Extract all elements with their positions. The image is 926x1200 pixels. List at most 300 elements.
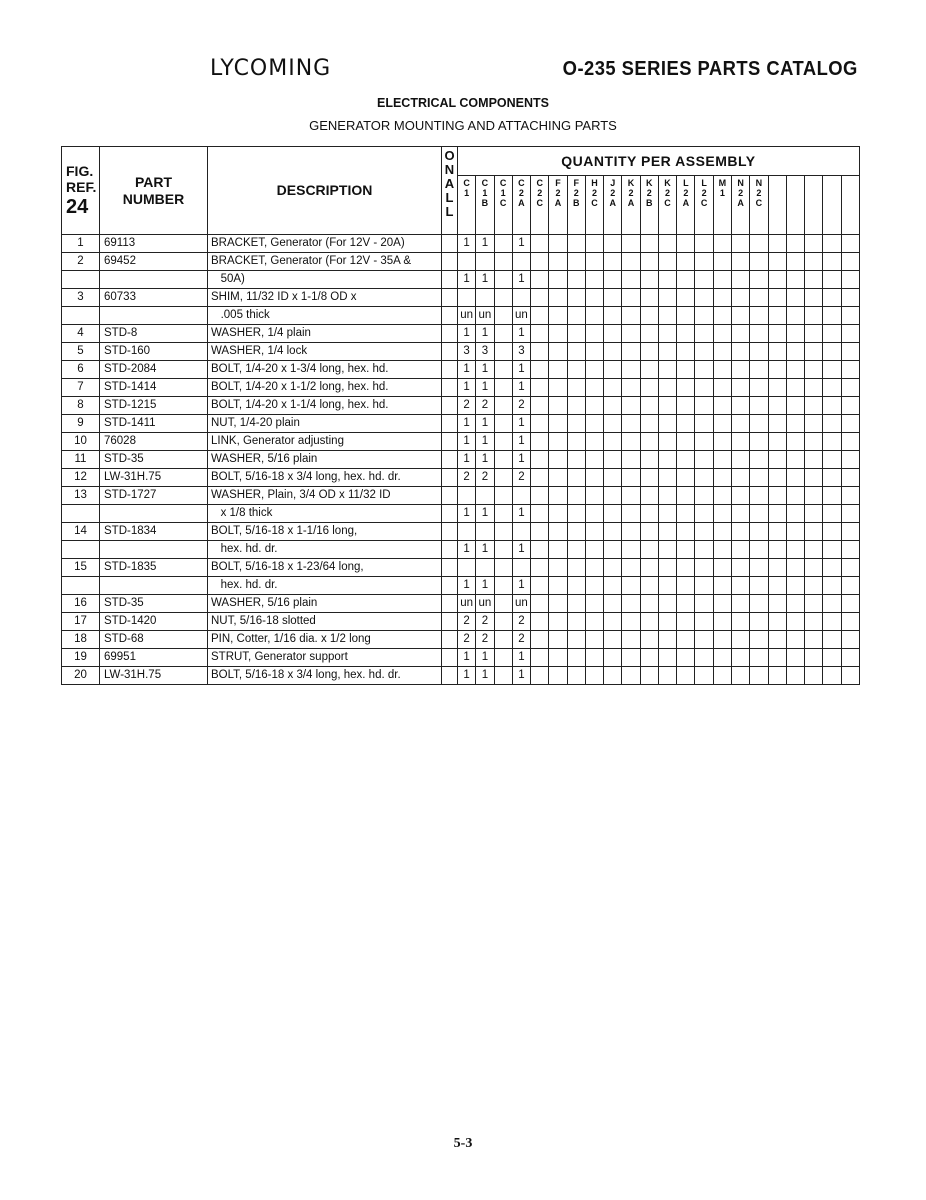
quantity-cell [494, 415, 512, 433]
model-column-header [731, 176, 749, 235]
quantity-cell [531, 631, 549, 649]
quantity-cell [841, 541, 859, 559]
quantity-cell [731, 595, 749, 613]
model-code-char [787, 178, 804, 188]
on-all-letter: L [445, 190, 454, 205]
part-number-cell: STD-1215 [100, 397, 208, 415]
quantity-cell [549, 595, 567, 613]
quantity-cell [786, 433, 804, 451]
model-column-header [658, 176, 676, 235]
quantity-cell [823, 253, 841, 271]
model-code-char: L [683, 178, 689, 188]
quantity-cell [640, 235, 658, 253]
quantity-cell [658, 415, 676, 433]
quantity-cell [750, 451, 768, 469]
quantity-cell [604, 379, 622, 397]
model-code-char: A [609, 198, 616, 208]
model-code-char: C [664, 198, 671, 208]
on-all-cell [442, 469, 458, 487]
quantity-cell [823, 307, 841, 325]
quantity-cell [841, 379, 859, 397]
part-number-cell: 60733 [100, 289, 208, 307]
quantity-cell [640, 541, 658, 559]
quantity-cell [768, 433, 786, 451]
model-code-char: 2 [738, 188, 744, 198]
quantity-cell [750, 325, 768, 343]
quantity-cell [622, 631, 640, 649]
quantity-cell [768, 613, 786, 631]
quantity-cell [823, 325, 841, 343]
fig-ref-cell: 10 [62, 433, 100, 451]
quantity-cell [622, 307, 640, 325]
quantity-cell [604, 577, 622, 595]
quantity-cell: 1 [512, 415, 530, 433]
quantity-cell [476, 559, 494, 577]
quantity-cell [585, 505, 603, 523]
quantity-cell [805, 523, 823, 541]
quantity-cell [549, 379, 567, 397]
quantity-cell [494, 343, 512, 361]
model-code-char: 2 [591, 188, 597, 198]
quantity-cell [531, 559, 549, 577]
model-code-char [769, 178, 786, 188]
quantity-cell [677, 397, 695, 415]
model-code-char: F [573, 178, 579, 188]
quantity-cell [567, 523, 585, 541]
quantity-cell [494, 487, 512, 505]
quantity-cell [622, 289, 640, 307]
description-cell: hex. hd. dr. [208, 541, 442, 559]
quantity-cell [585, 253, 603, 271]
quantity-cell [805, 361, 823, 379]
quantity-cell [677, 523, 695, 541]
quantity-cell [531, 649, 549, 667]
model-code-char: M [718, 178, 727, 188]
quantity-cell [750, 361, 768, 379]
quantity-cell [768, 541, 786, 559]
quantity-cell [750, 415, 768, 433]
table-row [62, 613, 860, 631]
quantity-cell [805, 613, 823, 631]
quantity-cell [658, 559, 676, 577]
quantity-cell [531, 541, 549, 559]
quantity-cell [750, 559, 768, 577]
model-column-header [604, 176, 622, 235]
quantity-cell [768, 577, 786, 595]
quantity-cell [713, 469, 731, 487]
model-code-char: L [701, 178, 707, 188]
fig-ref-cell: 14 [62, 523, 100, 541]
quantity-cell [567, 541, 585, 559]
quantity-cell [841, 649, 859, 667]
quantity-cell [476, 289, 494, 307]
fig-ref-cell: 16 [62, 595, 100, 613]
quantity-cell: 2 [512, 469, 530, 487]
quantity-cell [805, 559, 823, 577]
quantity-cell [731, 235, 749, 253]
table-row [62, 271, 860, 289]
quantity-cell: 1 [458, 271, 476, 289]
on-all-cell [442, 577, 458, 595]
model-code-char: 2 [646, 188, 652, 198]
quantity-cell [731, 379, 749, 397]
table-row [62, 379, 860, 397]
quantity-cell: 1 [512, 379, 530, 397]
description-cell: BOLT, 5/16-18 x 1-23/64 long, [208, 559, 442, 577]
quantity-cell [695, 505, 713, 523]
quantity-cell [622, 451, 640, 469]
quantity-cell [494, 631, 512, 649]
quantity-cell [713, 361, 731, 379]
quantity-cell [731, 361, 749, 379]
model-code-char: F [555, 178, 561, 188]
quantity-cell [494, 469, 512, 487]
quantity-cell [494, 451, 512, 469]
quantity-cell: 1 [458, 325, 476, 343]
description-cell: PIN, Cotter, 1/16 dia. x 1/2 long [208, 631, 442, 649]
quantity-cell [604, 289, 622, 307]
model-column-header [567, 176, 585, 235]
quantity-cell [713, 559, 731, 577]
description-cell: hex. hd. dr. [208, 577, 442, 595]
quantity-cell [549, 325, 567, 343]
quantity-cell [695, 271, 713, 289]
quantity-cell [604, 451, 622, 469]
quantity-cell [585, 397, 603, 415]
quantity-cell: 2 [476, 469, 494, 487]
quantity-cell [805, 235, 823, 253]
quantity-cell: 1 [458, 577, 476, 595]
quantity-cell: un [476, 595, 494, 613]
quantity-cell [658, 541, 676, 559]
part-number-cell: STD-35 [100, 451, 208, 469]
model-code-char: A [518, 198, 525, 208]
quantity-cell [713, 595, 731, 613]
quantity-cell: un [512, 595, 530, 613]
part-number-cell: 76028 [100, 433, 208, 451]
description-cell: BOLT, 1/4-20 x 1-3/4 long, hex. hd. [208, 361, 442, 379]
quantity-cell [786, 253, 804, 271]
description-cell: BOLT, 1/4-20 x 1-1/2 long, hex. hd. [208, 379, 442, 397]
quantity-cell [622, 613, 640, 631]
quantity-cell [768, 523, 786, 541]
quantity-cell [567, 487, 585, 505]
description-cell: WASHER, 5/16 plain [208, 451, 442, 469]
quantity-cell [786, 361, 804, 379]
table-row [62, 307, 860, 325]
quantity-cell [805, 505, 823, 523]
quantity-cell: un [458, 307, 476, 325]
table-row [62, 667, 860, 685]
quantity-cell [622, 379, 640, 397]
quantity-cell [640, 415, 658, 433]
on-all-cell [442, 613, 458, 631]
model-code-char: A [737, 198, 744, 208]
model-code-char: 2 [518, 188, 524, 198]
table-row [62, 631, 860, 649]
quantity-cell [768, 595, 786, 613]
quantity-cell [731, 469, 749, 487]
quantity-cell [677, 289, 695, 307]
quantity-cell [713, 289, 731, 307]
quantity-cell [494, 235, 512, 253]
quantity-cell [585, 523, 603, 541]
model-column-header [476, 176, 494, 235]
part-number-cell: STD-35 [100, 595, 208, 613]
part-label: PART [134, 173, 173, 190]
on-all-cell [442, 451, 458, 469]
description-cell: .005 thick [208, 307, 442, 325]
model-code-char: J [610, 178, 616, 188]
quantity-cell: 1 [458, 649, 476, 667]
quantity-cell [531, 289, 549, 307]
quantity-cell [713, 613, 731, 631]
quantity-cell [750, 469, 768, 487]
quantity-cell [695, 451, 713, 469]
on-all-cell [442, 595, 458, 613]
model-code-char: 2 [665, 188, 671, 198]
quantity-cell [731, 613, 749, 631]
page-number: 5-3 [453, 1136, 473, 1151]
quantity-cell [713, 415, 731, 433]
quantity-cell [512, 559, 530, 577]
quantity-cell: 3 [476, 343, 494, 361]
quantity-cell [622, 343, 640, 361]
quantity-cell [841, 487, 859, 505]
quantity-cell [695, 253, 713, 271]
part-number-cell: STD-160 [100, 343, 208, 361]
quantity-cell [567, 667, 585, 685]
quantity-cell [494, 253, 512, 271]
quantity-cell [695, 487, 713, 505]
description-cell: BRACKET, Generator (For 12V - 20A) [208, 235, 442, 253]
quantity-cell [823, 613, 841, 631]
quantity-cell: 1 [476, 451, 494, 469]
part-number-cell: STD-1414 [100, 379, 208, 397]
quantity-cell [531, 595, 549, 613]
quantity-cell: 1 [512, 271, 530, 289]
quantity-cell: 1 [476, 361, 494, 379]
on-all-cell [442, 235, 458, 253]
quantity-cell [658, 397, 676, 415]
model-code-char: C [755, 198, 763, 208]
part-number-cell: STD-1834 [100, 523, 208, 541]
on-all-cell [442, 559, 458, 577]
quantity-cell [731, 541, 749, 559]
quantity-cell [549, 307, 567, 325]
quantity-cell [786, 343, 804, 361]
quantity-cell [494, 595, 512, 613]
quantity-cell [640, 361, 658, 379]
description-cell: NUT, 5/16-18 slotted [208, 613, 442, 631]
quantity-cell [695, 289, 713, 307]
quantity-cell [750, 523, 768, 541]
quantity-cell [731, 631, 749, 649]
on-all-cell [442, 379, 458, 397]
quantity-cell [640, 307, 658, 325]
quantity-cell [823, 559, 841, 577]
quantity-cell [549, 253, 567, 271]
quantity-cell [731, 253, 749, 271]
quantity-cell [786, 649, 804, 667]
quantity-cell [622, 595, 640, 613]
quantity-cell [494, 577, 512, 595]
quantity-cell [841, 325, 859, 343]
quantity-cell [841, 613, 859, 631]
quantity-cell: 1 [512, 325, 530, 343]
quantity-cell [567, 451, 585, 469]
quantity-cell [841, 577, 859, 595]
part-number-cell: LW-31H.75 [100, 667, 208, 685]
model-code-char: 1 [464, 188, 470, 198]
quantity-cell [531, 577, 549, 595]
fig-ref-cell: 7 [62, 379, 100, 397]
quantity-cell [494, 289, 512, 307]
quantity-cell [768, 397, 786, 415]
table-row [62, 343, 860, 361]
fig-ref-cell [62, 541, 100, 559]
model-column-header [677, 176, 695, 235]
quantity-cell [677, 613, 695, 631]
table-row [62, 361, 860, 379]
quantity-cell [823, 631, 841, 649]
quantity-cell [622, 541, 640, 559]
header-row-1 [62, 147, 860, 176]
quantity-cell [695, 307, 713, 325]
part-number-cell: STD-8 [100, 325, 208, 343]
quantity-cell [622, 487, 640, 505]
quantity-cell [585, 289, 603, 307]
quantity-cell [531, 667, 549, 685]
quantity-cell [841, 559, 859, 577]
quantity-cell [768, 667, 786, 685]
fig-number: 24 [66, 195, 89, 218]
quantity-cell: 1 [476, 325, 494, 343]
model-code-char: A [682, 198, 690, 208]
model-column-header [458, 176, 476, 235]
quantity-cell: 2 [512, 631, 530, 649]
quantity-cell [622, 469, 640, 487]
on-all-cell [442, 307, 458, 325]
quantity-cell [823, 505, 841, 523]
quantity-cell [786, 667, 804, 685]
quantity-cell [695, 649, 713, 667]
quantity-cell [640, 433, 658, 451]
quantity-cell [640, 271, 658, 289]
quantity-cell [549, 361, 567, 379]
quantity-cell [585, 307, 603, 325]
quantity-cell [786, 271, 804, 289]
model-code-char: C [591, 198, 598, 208]
quantity-cell [531, 325, 549, 343]
quantity-cell [531, 235, 549, 253]
quantity-cell [786, 631, 804, 649]
quantity-cell [640, 289, 658, 307]
quantity-cell [640, 577, 658, 595]
quantity-cell [841, 631, 859, 649]
quantity-cell [713, 397, 731, 415]
quantity-cell [622, 505, 640, 523]
quantity-cell [567, 325, 585, 343]
quantity-cell [585, 451, 603, 469]
quantity-cell: 3 [512, 343, 530, 361]
quantity-cell [677, 595, 695, 613]
fig-ref-cell: 20 [62, 667, 100, 685]
model-code-char [805, 178, 822, 188]
description-cell: BOLT, 5/16-18 x 1-1/16 long, [208, 523, 442, 541]
quantity-cell [695, 325, 713, 343]
quantity-cell [494, 649, 512, 667]
quantity-cell [823, 361, 841, 379]
quantity-cell [567, 361, 585, 379]
quantity-cell [567, 343, 585, 361]
quantity-cell [713, 433, 731, 451]
on-all-cell [442, 649, 458, 667]
quantity-cell: 1 [476, 271, 494, 289]
part-number-cell: 69951 [100, 649, 208, 667]
quantity-cell [805, 469, 823, 487]
description-cell: WASHER, 5/16 plain [208, 595, 442, 613]
quantity-cell [494, 667, 512, 685]
model-code-char: B [572, 198, 580, 208]
model-code-char: C [700, 198, 708, 208]
quantity-cell [768, 325, 786, 343]
quantity-cell [750, 379, 768, 397]
fig-ref-cell: 18 [62, 631, 100, 649]
quantity-cell [567, 271, 585, 289]
quantity-cell [713, 541, 731, 559]
quantity-cell [494, 271, 512, 289]
quantity-cell [677, 541, 695, 559]
fig-ref-cell: 8 [62, 397, 100, 415]
quantity-cell [549, 451, 567, 469]
quantity-cell [458, 559, 476, 577]
quantity-cell [823, 487, 841, 505]
description-cell: BRACKET, Generator (For 12V - 35A & [208, 253, 442, 271]
quantity-cell [823, 451, 841, 469]
quantity-cell [531, 487, 549, 505]
quantity-cell: 1 [476, 433, 494, 451]
quantity-cell [677, 559, 695, 577]
quantity-cell [677, 325, 695, 343]
quantity-cell: 1 [458, 433, 476, 451]
quantity-cell [731, 343, 749, 361]
quantity-cell [658, 451, 676, 469]
quantity-cell [604, 307, 622, 325]
quantity-cell [549, 289, 567, 307]
quantity-cell [494, 307, 512, 325]
quantity-cell [640, 631, 658, 649]
description-cell: LINK, Generator adjusting [208, 433, 442, 451]
quantity-cell: 1 [512, 433, 530, 451]
quantity-cell [658, 343, 676, 361]
quantity-cell [768, 487, 786, 505]
quantity-cell [658, 667, 676, 685]
quantity-cell [677, 631, 695, 649]
fig-ref-cell: 19 [62, 649, 100, 667]
quantity-cell: 1 [458, 415, 476, 433]
quantity-cell [640, 559, 658, 577]
table-row [62, 397, 860, 415]
on-all-cell [442, 541, 458, 559]
quantity-cell [786, 595, 804, 613]
quantity-cell [604, 541, 622, 559]
model-code-char: A [627, 198, 635, 208]
quantity-cell [841, 523, 859, 541]
on-all-letter: O [444, 148, 455, 163]
model-column-header [805, 176, 823, 235]
quantity-cell [585, 487, 603, 505]
